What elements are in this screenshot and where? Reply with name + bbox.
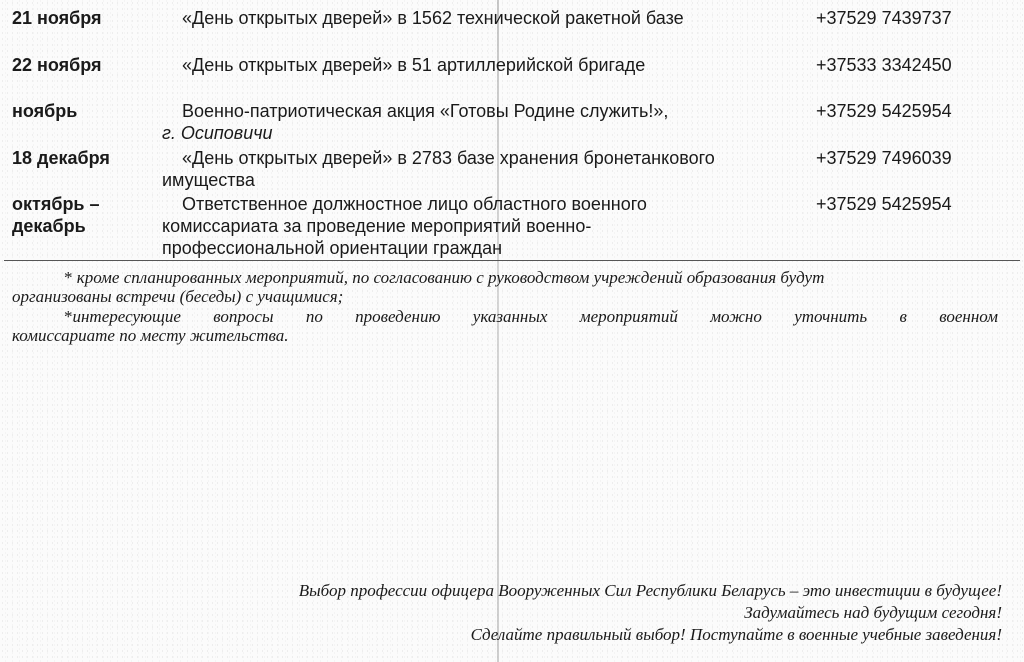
event-text-continued-2: профессиональной ориентации граждан: [162, 238, 503, 258]
event-date-start: октябрь –: [12, 194, 100, 214]
contact-phone: +37529 5425954: [816, 101, 952, 121]
footnote-line-continued: комиссариате по месту жительства.: [12, 326, 289, 345]
closing-appeal: [102, 580, 1002, 646]
event-text-continued: имущества: [162, 170, 255, 190]
contact-phone: +37533 3342450: [816, 55, 952, 75]
footnote-line-continued: организованы встречи (беседы) с учащимися;: [12, 287, 344, 306]
event-description: [162, 193, 802, 259]
event-text: «День открытых дверей» в 2783 базе хранения бронетанкового: [182, 148, 715, 168]
event-description: [162, 100, 802, 144]
footnote-marker: *: [64, 268, 73, 287]
footnote-line: [12, 307, 998, 326]
event-date: ноябрь: [12, 101, 78, 121]
footnote-text: кроме спланированных мероприятий, по согласованию с руководством учреждений образования будут: [76, 268, 825, 287]
contact-phone: +37529 7496039: [816, 148, 952, 168]
event-text: Ответственное должностное лицо областного военного: [182, 194, 647, 214]
footnote-text: интересующие вопросы по проведению указанных мероприятий можно уточнить в военном: [72, 307, 998, 326]
contact-phone: +37529 7439737: [816, 8, 952, 28]
closing-line: Задумайтесь над будущим сегодня!: [744, 603, 1002, 622]
footnote-line: [12, 268, 998, 287]
event-place: г. Осиповичи: [162, 123, 273, 143]
event-date: 18 декабря: [12, 148, 110, 168]
event-description: «День открытых дверей» в 1562 технической ракетной базе: [182, 8, 684, 28]
event-description: [162, 147, 802, 191]
event-date: 21 ноября: [12, 8, 102, 28]
footnote: [12, 307, 998, 345]
event-date: 22 ноября: [12, 55, 102, 75]
footnote-marker: *: [64, 307, 73, 326]
closing-line: Сделайте правильный выбор! Поступайте в военные учебные заведения!: [470, 625, 1002, 644]
event-text-continued: комиссариата за проведение мероприятий военно-: [162, 216, 592, 236]
event-date: [12, 193, 152, 237]
event-text: Военно-патриотическая акция «Готовы Родине служить!»,: [182, 101, 669, 121]
footnote: [12, 268, 998, 306]
event-date-end: декабрь: [12, 216, 86, 236]
table-bottom-rule: [4, 260, 1020, 261]
contact-phone: +37529 5425954: [816, 194, 952, 214]
closing-line: Выбор профессии офицера Вооруженных Сил Республики Беларусь – это инвестиции в будущее!: [298, 581, 1002, 600]
event-description: «День открытых дверей» в 51 артиллерийской бригаде: [182, 55, 646, 75]
